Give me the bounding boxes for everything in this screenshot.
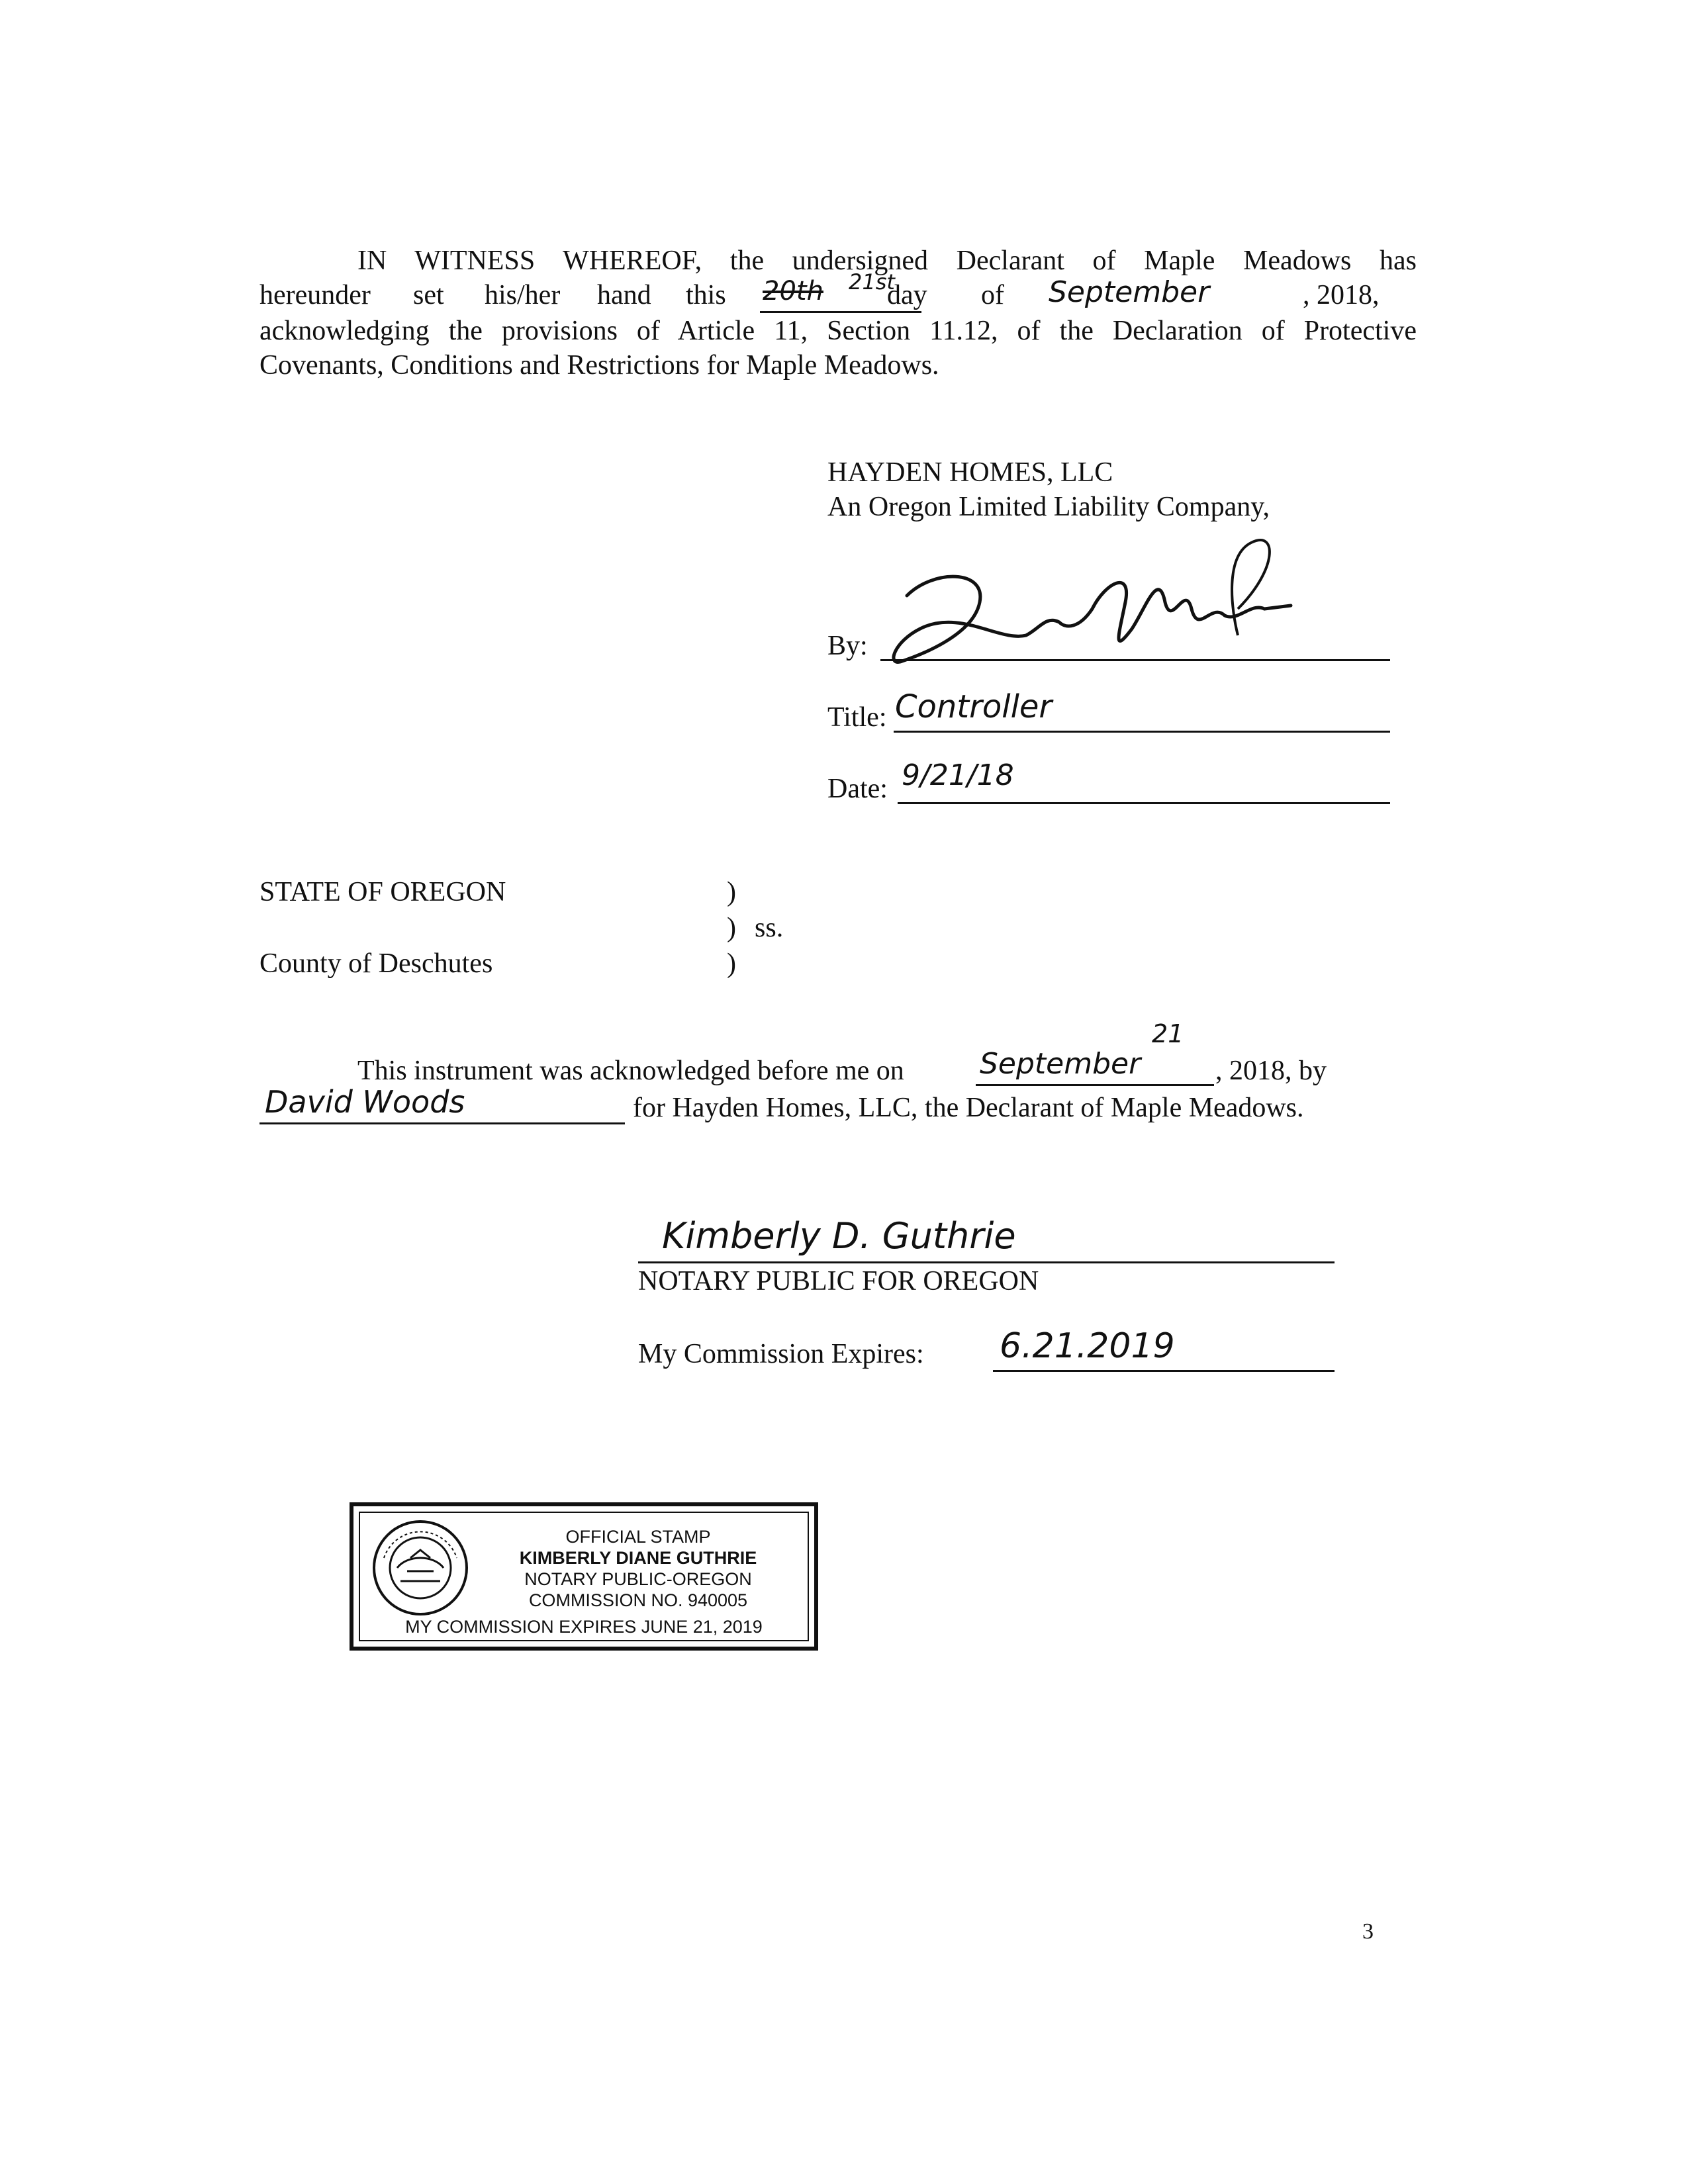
day-blank-line	[760, 311, 921, 313]
ack-month-written: September	[980, 1047, 1141, 1081]
by-signature-line	[880, 659, 1390, 661]
venue-state: STATE OF OREGON	[259, 877, 506, 907]
ack-line-1-pre: This instrument was acknowledged before me on	[357, 1056, 904, 1086]
venue-paren-3: )	[727, 948, 736, 979]
declarant-signature	[880, 529, 1304, 688]
by-label: By:	[827, 631, 868, 661]
ack-month-line	[976, 1084, 1214, 1086]
stamp-line-4: COMMISSION NO. 940005	[528, 1590, 748, 1610]
notary-signature: Kimberly D. Guthrie	[662, 1215, 1016, 1257]
venue-county: County of Deschutes	[259, 948, 493, 979]
commission-written: 6.21.2019	[1000, 1326, 1175, 1366]
state-seal-icon	[371, 1518, 470, 1617]
venue-ss: ss.	[755, 913, 784, 943]
notary-signature-line	[638, 1261, 1335, 1263]
date-line	[898, 802, 1390, 804]
handwritten-day: 21st	[849, 269, 895, 295]
title-label: Title:	[827, 702, 887, 733]
notary-stamp	[350, 1502, 818, 1651]
stamp-line-3: NOTARY PUBLIC-OREGON	[524, 1569, 752, 1589]
witness-line-1: IN WITNESS WHEREOF, the undersigned Declarant of Maple Meadows has	[357, 246, 1417, 276]
handwritten-month: September	[1049, 275, 1210, 309]
title-value: Controller	[895, 688, 1053, 725]
ack-name-line	[259, 1122, 625, 1124]
ack-line-1-post: , 2018, by	[1215, 1056, 1327, 1086]
company-name: HAYDEN HOMES, LLC	[827, 457, 1113, 488]
ack-day-written: 21	[1152, 1019, 1184, 1048]
title-line	[894, 731, 1390, 733]
witness-line-2: hereunder set his/her hand this 20th 21st day of September , 2018,	[259, 278, 1417, 312]
ack-name-written: David Woods	[265, 1084, 465, 1120]
commission-label: My Commission Expires:	[638, 1339, 924, 1369]
notary-title: NOTARY PUBLIC FOR OREGON	[638, 1266, 1039, 1297]
stamp-line-5: MY COMMISSION EXPIRES JUNE 21, 2019	[405, 1617, 763, 1637]
venue-paren-2: )	[727, 913, 736, 943]
date-label: Date:	[827, 774, 888, 804]
stamp-line-1: OFFICIAL STAMP	[565, 1527, 711, 1547]
ack-line-2-post: for Hayden Homes, LLC, the Declarant of Maple Meadows.	[633, 1093, 1304, 1123]
witness-line-4: Covenants, Conditions and Restrictions for Maple Meadows.	[259, 350, 939, 381]
struck-day: 20th	[763, 276, 823, 306]
commission-line	[993, 1370, 1335, 1372]
date-value: 9/21/18	[902, 758, 1014, 792]
venue-paren-1: )	[727, 877, 736, 907]
page-number: 3	[1362, 1919, 1374, 1944]
company-description: An Oregon Limited Liability Company,	[827, 492, 1270, 522]
stamp-line-2: KIMBERLY DIANE GUTHRIE	[519, 1548, 757, 1568]
witness-line-3: acknowledging the provisions of Article 11, Section 11.12, of the Declaration of Protective	[259, 316, 1417, 346]
